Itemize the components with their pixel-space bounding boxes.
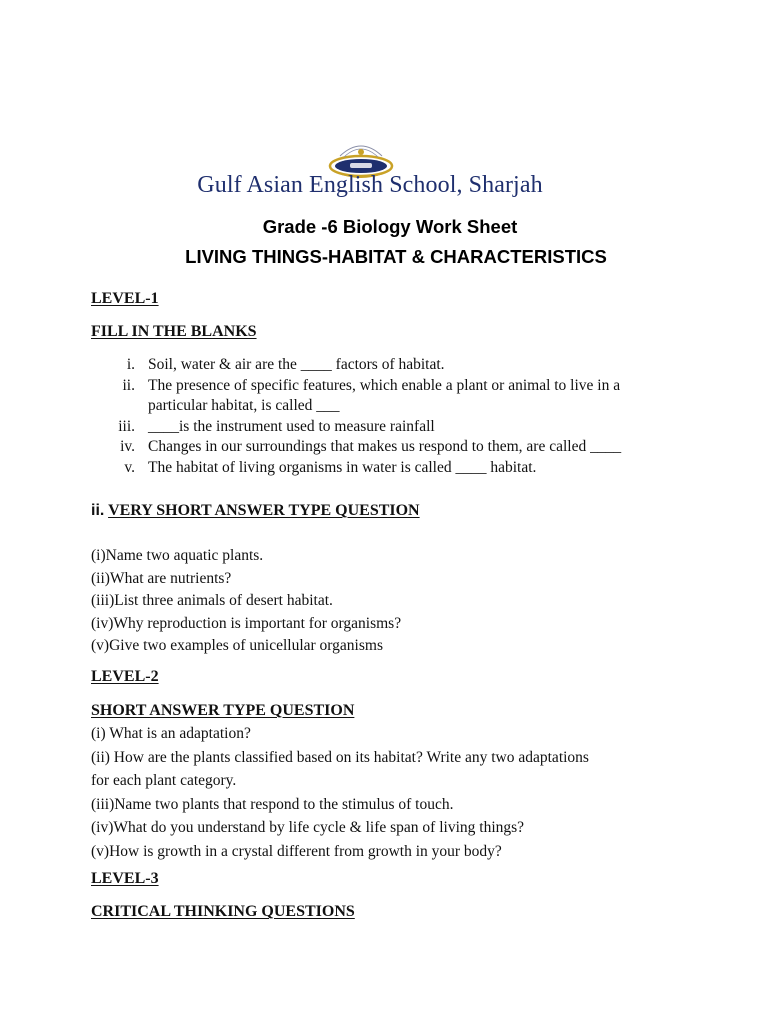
vsa-prefix: ii.: [91, 502, 105, 519]
sa-heading: SHORT ANSWER TYPE QUESTION: [91, 702, 355, 719]
item-number: ii.: [122, 376, 135, 394]
vsa-heading-row: [91, 502, 420, 520]
item-number: iii.: [118, 417, 135, 435]
vsa-heading: VERY SHORT ANSWER TYPE QUESTION: [108, 502, 420, 519]
list-item: [91, 417, 691, 438]
list-item: [91, 355, 691, 376]
list-item: (v)How is growth in a crystal different from growth in your body?: [91, 842, 502, 860]
fill-blanks-heading: FILL IN THE BLANKS: [91, 323, 257, 340]
sheet-title: Grade -6 Biology Work Sheet: [262, 216, 518, 237]
school-name: Gulf Asian English School, Sharjah: [197, 172, 543, 198]
list-item: (iv)Why reproduction is important for organisms?: [91, 614, 402, 632]
level1-label: LEVEL-1: [91, 290, 159, 307]
item-text: The presence of specific features, which enable a plant or animal to live in a: [148, 376, 621, 394]
item-text: Changes in our surroundings that makes us respond to them, are called ____: [148, 438, 622, 456]
list-item: (iv)What do you understand by life cycle & life span of living things?: [91, 819, 525, 836]
item-text: ____is the instrument used to measure rainfall: [148, 417, 435, 435]
list-item: (ii) How are the plants classified based on its habitat? Write any two adaptations: [91, 748, 589, 766]
list-item-continued: for each plant category.: [91, 772, 237, 789]
item-text: Soil, water & air are the ____ factors of habitat.: [148, 356, 445, 373]
sa-question-list: [91, 722, 691, 863]
list-item: [91, 376, 691, 417]
item-number: iv.: [120, 438, 135, 456]
level2-label: LEVEL-2: [91, 668, 159, 685]
list-item: [91, 458, 691, 479]
item-text-continued: particular habitat, is called ___: [148, 397, 340, 415]
list-item: (ii)What are nutrients?: [91, 569, 232, 587]
item-number: i.: [126, 356, 135, 373]
ct-heading: CRITICAL THINKING QUESTIONS: [91, 903, 355, 920]
list-item: (v)Give two examples of unicellular organisms: [91, 637, 383, 654]
list-item: (i)Name two aquatic plants.: [91, 547, 264, 564]
list-item: [91, 437, 691, 458]
item-text: The habitat of living organisms in water is called ____ habitat.: [148, 458, 537, 476]
fill-blanks-list: [91, 355, 691, 479]
list-item: (iii)Name two plants that respond to the stimulus of touch.: [91, 795, 454, 813]
list-item: (i) What is an adaptation?: [91, 725, 251, 742]
vsa-question-list: [91, 545, 691, 658]
topic-title: LIVING THINGS-HABITAT & CHARACTERISTICS: [185, 246, 607, 267]
list-item: (iii)List three animals of desert habitat.: [91, 592, 333, 609]
item-number: v.: [124, 458, 135, 476]
level3-label: LEVEL-3: [91, 870, 159, 887]
